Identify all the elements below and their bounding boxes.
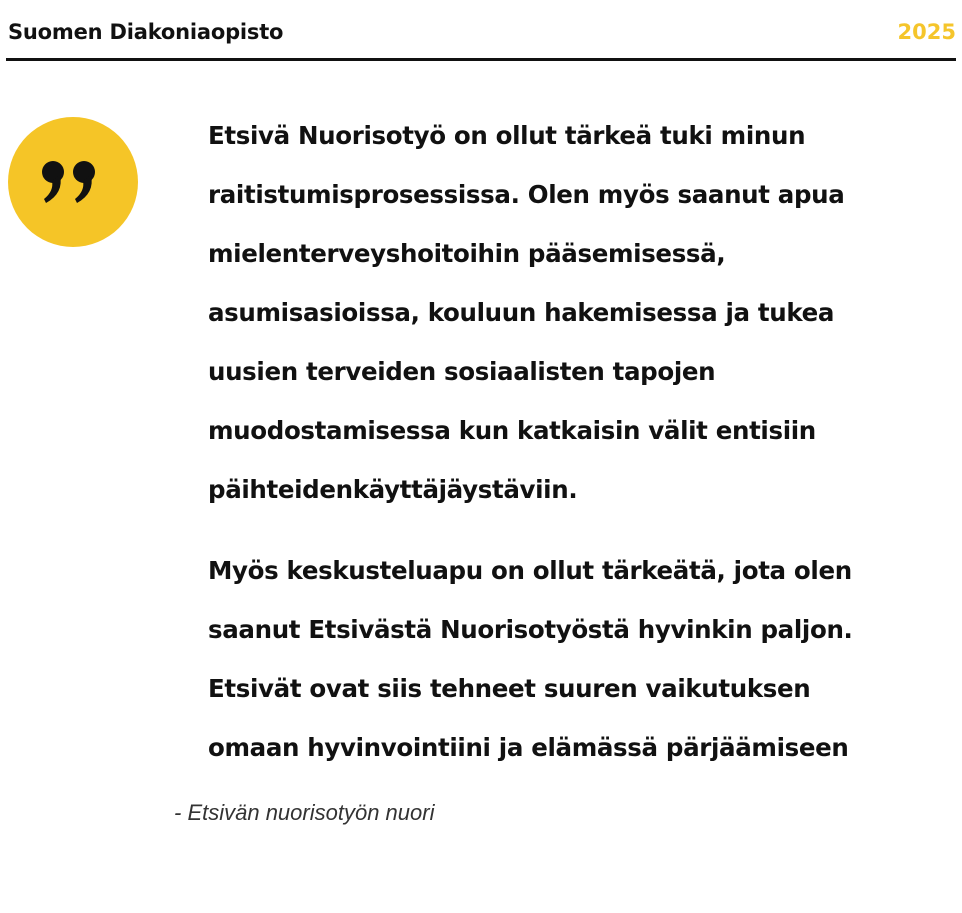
quote-line: Myös keskusteluapu on ollut tärkeätä, jota olen (208, 556, 852, 585)
quote-paragraph-1 (208, 106, 960, 519)
year-label: 2025 (897, 20, 956, 44)
paragraph-spacer (208, 519, 960, 541)
quote-attribution: - Etsivän nuorisotyön nuori (174, 800, 435, 825)
quote-line: asumisasioissa, kouluun hakemisessa ja tukea (208, 298, 835, 327)
quote-line: päihteidenkäyttäjäystäviin. (208, 475, 578, 504)
quote-line: muodostamisessa kun katkaisin välit entisiin (208, 416, 816, 445)
quote-line: uusien terveiden sosiaalisten tapojen (208, 357, 716, 386)
quote-line: raitistumisprosessissa. Olen myös saanut apua (208, 180, 845, 209)
quote-line: mielenterveyshoitoihin pääsemisessä, (208, 239, 726, 268)
testimonial-quote (208, 106, 960, 777)
quote-line: omaan hyvinvointiini ja elämässä pärjäämiseen (208, 733, 849, 762)
organization-name: Suomen Diakoniaopisto (8, 20, 284, 44)
quote-line: saanut Etsivästä Nuorisotyöstä hyvinkin paljon. (208, 615, 853, 644)
quotation-marks-icon (40, 159, 106, 205)
quote-line: Etsivä Nuorisotyö on ollut tärkeä tuki minun (208, 121, 806, 150)
header (6, 14, 956, 61)
quote-paragraph-2 (208, 541, 960, 777)
quote-badge (8, 117, 138, 247)
quote-line: Etsivät ovat siis tehneet suuren vaikutuksen (208, 674, 811, 703)
